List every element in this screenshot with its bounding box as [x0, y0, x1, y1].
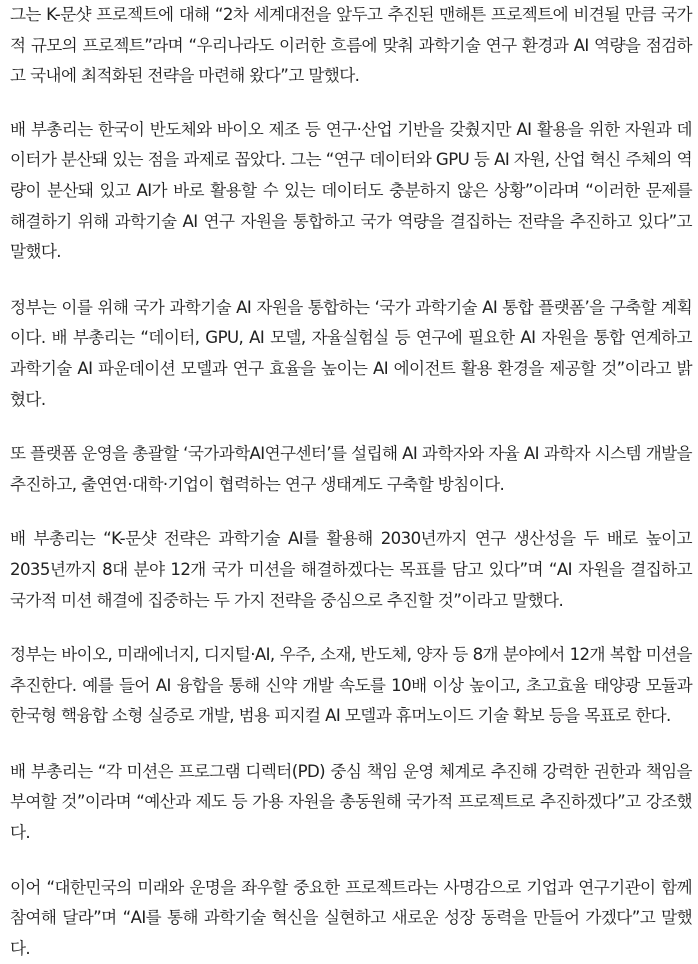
article-paragraph: 정부는 이를 위해 국가 과학기술 AI 자원을 통합하는 ‘국가 과학기술 AI 통합 플랫폼’을 구축할 계획이다. 배 부총리는 “데이터, GPU, AI 모델, 자율실험실 등 연구에 필요한 AI 자원을 통합 연계하고 과학기술 AI 파운데이션 모델과 연구 효율을 높이는 AI 에이전트 활용 환경을 제공할 것”이라고 밝혔다.	[10, 297, 692, 409]
article-paragraph: 그는 K-문샷 프로젝트에 대해 “2차 세계대전을 앞두고 추진된 맨해튼 프로젝트에 비견될 만큼 국가적 규모의 프로젝트”라며 “우리나라도 이러한 흐름에 맞춰 과학기술 연구 환경과 AI 역량을 점검하고 국내에 최적화된 전략을 마련해 왔다”고 말했다.	[10, 5, 692, 86]
article-paragraph: 또 플랫폼 운영을 총괄할 ‘국가과학AI연구센터’를 설립해 AI 과학자와 자율 AI 과학자 시스템 개발을 추진하고, 출연연·대학·기업이 협력하는 연구 생태계도 구축할 방침이다.	[10, 444, 692, 494]
article-paragraph: 배 부총리는 “각 미션은 프로그램 디렉터(PD) 중심 책임 운영 체계로 추진해 강력한 권한과 책임을 부여할 것”이라며 “예산과 제도 등 가용 자원을 총동원해 국가적 프로젝트로 추진하겠다”고 강조했다.	[10, 761, 692, 843]
article-body	[10, 0, 692, 964]
article-paragraph: 배 부총리는 한국이 반도체와 바이오 제조 등 연구·산업 기반을 갖췄지만 AI 활용을 위한 자원과 데이터가 분산돼 있는 점을 과제로 꼽았다. 그는 “연구 데이터와 GPU 등 AI 자원, 산업 혁신 주체의 역량이 분산돼 있고 AI가 바로 활용할 수 있는 데이터도 충분하지 않은 상황”이라며 “이러한 문제를 해결하기 위해 과학기술 AI 연구 자원을 통합하고 국가 역량을 결집하는 전략을 추진하고 있다”고 말했다.	[10, 119, 692, 262]
article-paragraph: 정부는 바이오, 미래에너지, 디지털·AI, 우주, 소재, 반도체, 양자 등 8개 분야에서 12개 복합 미션을 추진한다. 예를 들어 AI 융합을 통해 신약 개발 속도를 10배 이상 높이고, 초고효율 태양광 모듈과 한국형 핵융합 소형 실증로 개발, 범용 피지컬 AI 모델과 휴머노이드 기술 확보 등을 목표로 한다.	[10, 645, 692, 726]
article-paragraph: 이어 “대한민국의 미래와 운명을 좌우할 중요한 프로젝트라는 사명감으로 기업과 연구기관이 함께 참여해 달라”며 “AI를 통해 과학기술 혁신을 실현하고 새로운 성장 동력을 만들어 가겠다”고 말했다.	[10, 877, 692, 958]
article-paragraph: 배 부총리는 “K-문샷 전략은 과학기술 AI를 활용해 2030년까지 연구 생산성을 두 배로 높이고 2035년까지 8대 분야 12개 국가 미션을 해결하겠다는 목표를 담고 있다”며 “AI 자원을 결집하고 국가적 미션 해결에 집중하는 두 가지 전략을 중심으로 추진할 것”이라고 말했다.	[10, 529, 692, 610]
